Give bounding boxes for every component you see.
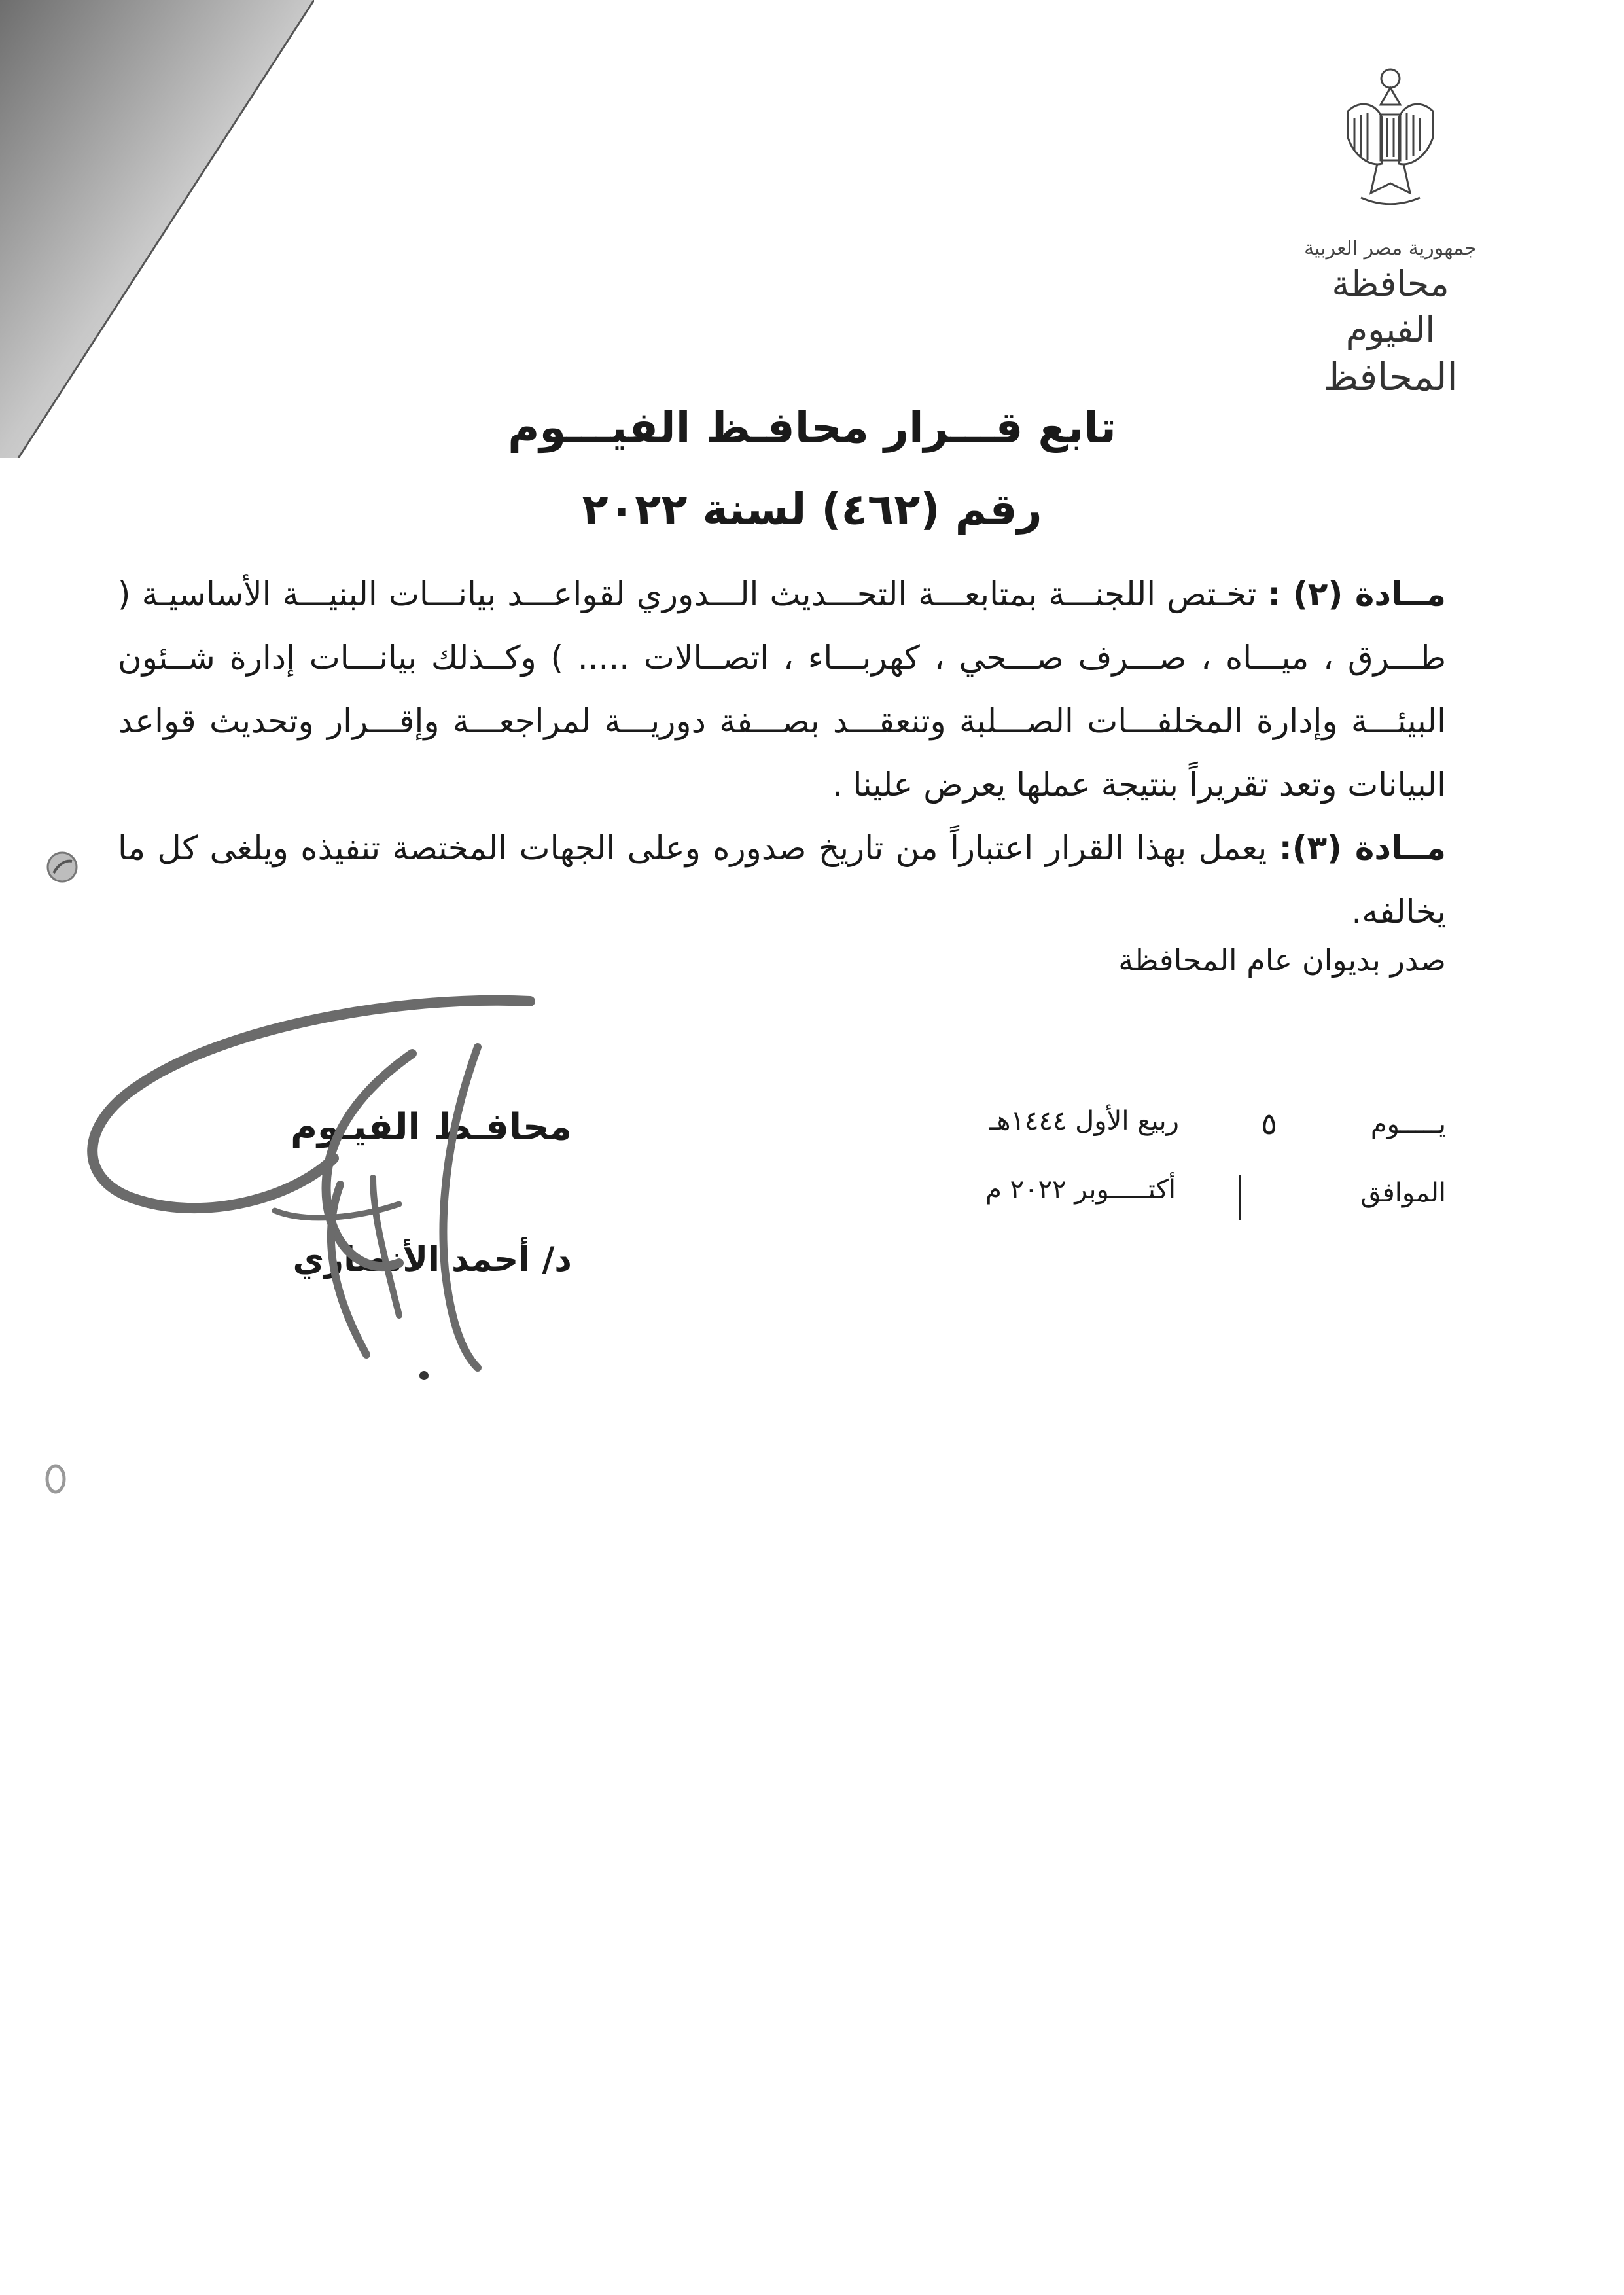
governorate-name: محافظة الفيوم (1332, 263, 1449, 351)
country-name: جمهورية مصر العربية (1304, 237, 1477, 260)
decree-number: رقم (٤٦٢) لسنة ٢٠٢٢ (582, 484, 1042, 535)
article-2 (118, 563, 1446, 817)
signatory-name: د/ أحمد الأنصاري (292, 1240, 572, 1279)
scan-corner-shadow (0, 0, 314, 458)
date-divider (1239, 1175, 1241, 1220)
handwritten-signature (59, 988, 595, 1407)
article-3-text: يعمل بهذا القرار اعتباراً من تاريخ صدوره وعلى الجهات المختصة تنفيذه ويلغى كل ما يخالفه. (118, 829, 1446, 931)
article-2-text: تخـتص اللجنـــة بمتابعـــة التحـــديث الـــدوري لقواعـــد بيانـــات البنيـــة الأساسيـة ( طـــرق ، ميـــاه ، صـــرف صـــحي ، كهربـــاء ، اتصــالات ..... ) وكــذلك بيانـــات إدارة شــئون البيئـــة وإدارة المخلفـــات الصـــلبة وتنعقـــد بصـــفة دوريـــة لمراجعـــة وإقـــرار وتحديث قواعد البيانات وتعد تقريراً بنتيجة عملها يعرض علينا . (118, 575, 1446, 804)
signatory-title: محافـظ الفيـوم (290, 1106, 572, 1148)
article-3-label: مــادة (٣): (1279, 829, 1446, 867)
day-number: ٥ (1261, 1106, 1277, 1141)
corresponding-label: الموافق (1360, 1178, 1446, 1208)
hijri-date: ربيع الأول ١٤٤٤هـ (989, 1106, 1179, 1136)
issued-at: صدر بديوان عام المحافظة (1118, 942, 1446, 978)
day-label: يـــــوم (1370, 1109, 1446, 1139)
decree-title: تابع قـــرار محافـظ الفيـــوم (508, 402, 1116, 453)
decree-body (118, 563, 1446, 944)
office-name: المحافظ (1323, 355, 1458, 400)
eagle-emblem-icon (1341, 52, 1439, 229)
gregorian-date: أكتـــــوبر ٢٠٢٢ م (985, 1175, 1176, 1205)
letterhead (1296, 52, 1485, 400)
article-2-label: مــادة (٢) : (1267, 575, 1446, 613)
binder-ring-mark (39, 1459, 72, 1499)
article-3 (118, 817, 1446, 944)
punch-hole-mark (39, 844, 85, 890)
